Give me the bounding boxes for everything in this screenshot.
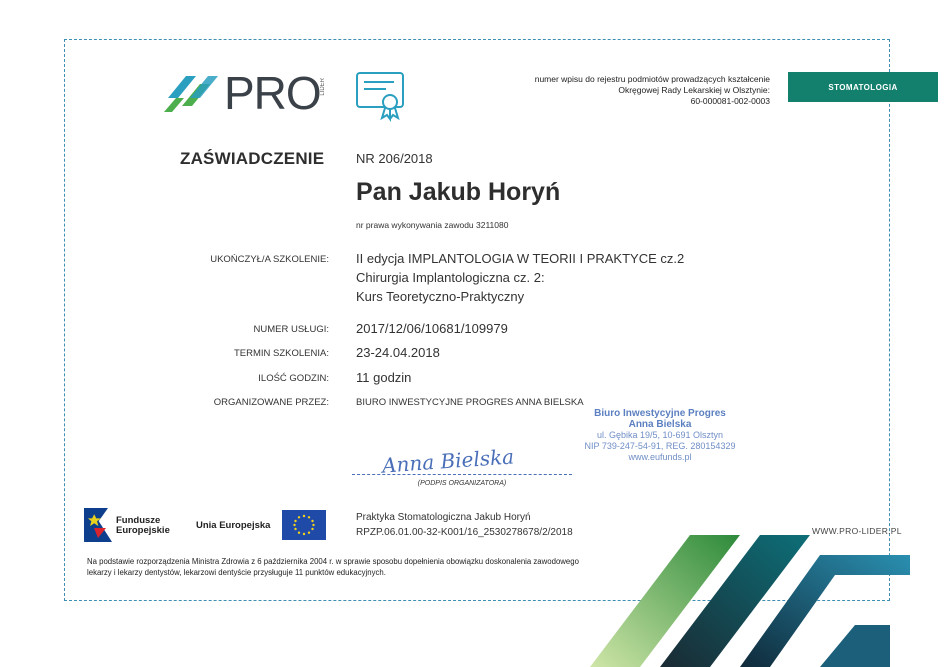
organizer-stamp [570,408,750,463]
stamp-line: Anna Bielska [628,419,692,430]
date-label: TERMIN SZKOLENIA: [233,348,329,359]
pro-lider-logo-icon [164,68,220,114]
eu-flag-icon [282,510,326,540]
eu-union-text: Unia Europejska [196,520,271,531]
date-value: 23-24.04.2018 [356,345,440,360]
decorative-stripes [590,535,944,667]
project-line: RPZP.06.01.00-32-K001/16_2530278678/2/2018 [356,527,573,538]
footer-line: Na podstawie rozporządzenia Ministra Zdrowia z 6 października 2004 r. w sprawie sposobu dopełnienia obowiązku doskonalenia zawodowego [87,557,579,566]
hours-label: ILOŚĆ GODZIN: [258,373,329,384]
service-value: 2017/12/06/10681/109979 [356,321,508,336]
register-line: Okręgowej Rady Lekarskiej w Olsztynie: [618,85,770,95]
eu-funds-line: Europejskie [116,525,170,536]
register-line: 60-000081-002-0003 [690,96,770,106]
recipient-name: Pan Jakub Horyń [356,178,561,206]
eu-funds-star-icon [84,508,112,542]
register-info [470,74,770,107]
footer-line: lekarzy i lekarzy dentystów, lekarzowi dentyście przysługuje 11 punktów edukacyjnych. [87,568,386,577]
register-line: numer wpisu do rejestru podmiotów prowadzących kształcenie [534,74,770,84]
logo-wordmark: PRO [224,67,321,119]
eu-funds-line: Fundusze [116,515,161,526]
course-line: Chirurgia Implantologiczna cz. 2: [356,270,545,285]
eu-funds-text [116,516,170,536]
website-url: WWW.PRO-LIDER.PL [812,526,902,536]
logo-subtext: LIDER [320,78,326,96]
stamp-line: Biuro Inwestycyjne Progres [594,408,726,419]
stamp-line: www.eufunds.pl [628,452,692,462]
organizer-value: BIURO INWESTYCYJNE PROGRES ANNA BIELSKA [356,397,584,408]
course-label: UKOŃCZYŁ/A SZKOLENIE: [210,254,329,265]
course-value [356,249,684,306]
service-label: NUMER USŁUGI: [253,324,329,335]
course-line: II edycja IMPLANTOLOGIA W TEORII I PRAKTYCE cz.2 [356,251,685,266]
project-info [356,510,573,540]
signature-line [352,474,572,475]
stamp-line: ul. Gębika 19/5, 10-691 Olsztyn [596,430,724,440]
license-number: nr prawa wykonywania zawodu 3211080 [356,220,509,230]
project-line: Praktyka Stomatologiczna Jakub Horyń [356,512,531,523]
certificate-title: ZAŚWIADCZENIE [180,149,325,168]
hours-value: 11 godzin [356,370,412,385]
course-line: Kurs Teoretyczno-Praktyczny [356,289,525,304]
certificate-icon [354,70,408,122]
stamp-line: NIP 739-247-54-91, REG. 280154329 [584,441,736,451]
signature-handwriting: Anna Bielska [381,444,515,478]
legal-footer [87,556,579,578]
specialty-badge: STOMATOLOGIA [788,72,938,102]
certificate-number: NR 206/2018 [356,151,433,166]
organizer-label: ORGANIZOWANE PRZEZ: [213,397,329,408]
signature-caption: (PODPIS ORGANIZATORA) [417,480,507,487]
